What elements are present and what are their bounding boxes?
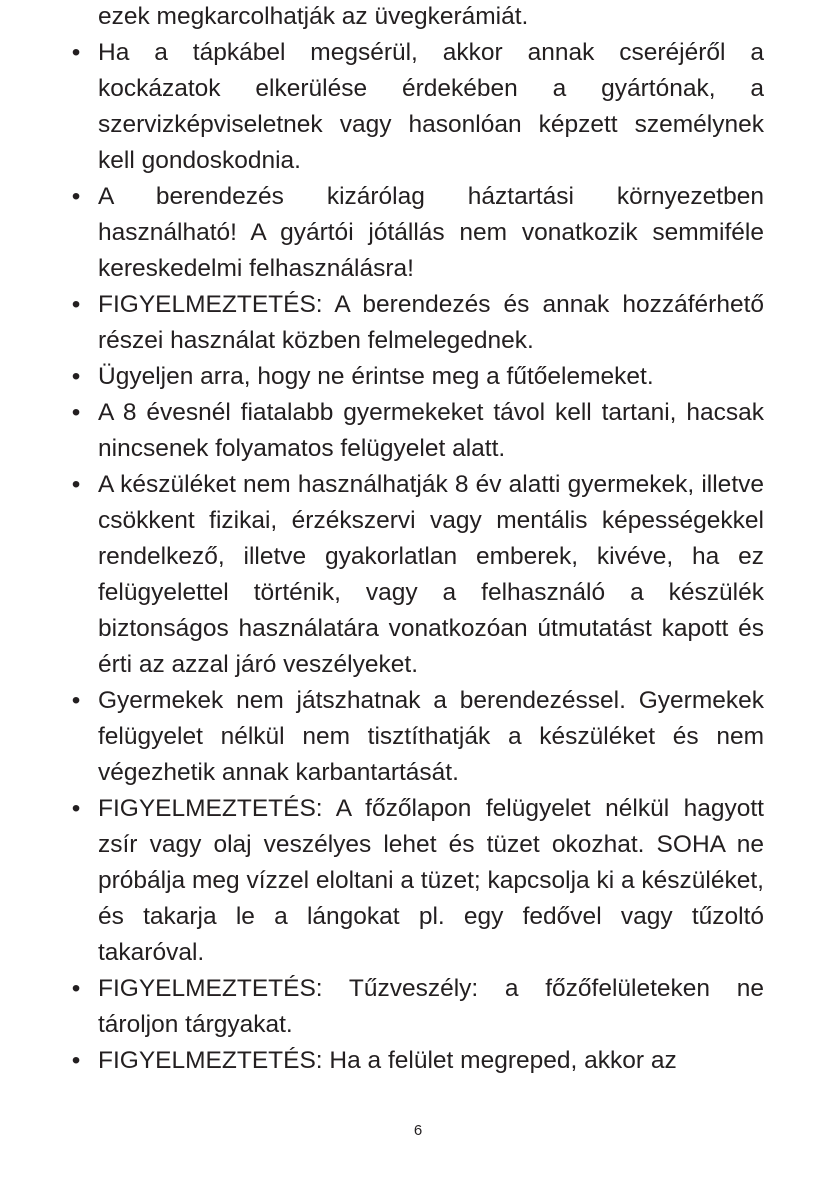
list-item [71,395,764,467]
bullet-icon: • [71,471,81,498]
list-item [71,971,764,1043]
bullet-icon: • [71,183,81,210]
list-item [71,179,764,287]
list-item [71,683,764,791]
list-item-text: FIGYELMEZTETÉS: Tűzveszély: a főzőfelületeken ne tároljon tárgyakat. [98,975,764,1038]
list-item-text: A 8 évesnél fiatalabb gyermekeket távol kell tartani, hacsak nincsenek folyamatos felügyelet alatt. [98,399,764,462]
list-item-text: Ügyeljen arra, hogy ne érintse meg a fűtőelemeket. [98,363,654,390]
bullet-icon: • [71,795,81,822]
list-item [71,359,764,395]
list-item-text: FIGYELMEZTETÉS: A főzőlapon felügyelet nélkül hagyott zsír vagy olaj veszélyes lehet és tüzet okozhat. SOHA ne próbálja meg vízzel eloltani a tüzet; kapcsolja ki a készüléket, és takarja le a lángokat pl. egy fedővel vagy tűzoltó takaróval. [98,795,764,966]
list-item [71,791,764,971]
list-item [71,35,764,179]
list-item [71,287,764,359]
list-item-text: A készüléket nem használhatják 8 év alatti gyermekek, illetve csökkent fizikai, érzékszervi vagy mentális képességekkel rendelkező, illetve gyakorlatlan emberek, kivéve, ha ez felügyelettel történik, vagy a felhasználó a készülék biztonságos használatára vonatkozóan útmutatást kapott és érti az azzal járó veszélyeket. [98,471,764,678]
safety-instructions [71,0,764,1079]
list-item [71,1043,764,1079]
list-item-text: Gyermekek nem játszhatnak a berendezéssel. Gyermekek felügyelet nélkül nem tisztíthatják a készüléket és nem végezhetik annak karbantartását. [98,687,764,786]
list-item [71,467,764,683]
bullet-icon: • [71,687,81,714]
page-number: 6 [413,1122,423,1139]
bullet-list [71,35,764,1079]
list-item-text: FIGYELMEZTETÉS: A berendezés és annak hozzáférhető részei használat közben felmelegednek. [98,291,764,354]
bullet-icon: • [71,399,81,426]
list-item-text: Ha a tápkábel megsérül, akkor annak cseréjéről a kockázatok elkerülése érdekében a gyártónak, a szervizképviseletnek vagy hasonlóan képzett személynek kell gondoskodnia. [98,39,764,174]
bullet-icon: • [71,291,81,318]
list-item-text: FIGYELMEZTETÉS: Ha a felület megreped, akkor az [98,1047,677,1074]
bullet-icon: • [71,363,81,390]
bullet-icon: • [71,1047,81,1074]
bullet-icon: • [71,39,81,66]
continuation-text: ezek megkarcolhatják az üvegkerámiát. [98,3,529,30]
list-item-text: A berendezés kizárólag háztartási környezetben használható! A gyártói jótállás nem vonatkozik semmiféle kereskedelmi felhasználásra! [98,183,764,282]
bullet-icon: • [71,975,81,1002]
